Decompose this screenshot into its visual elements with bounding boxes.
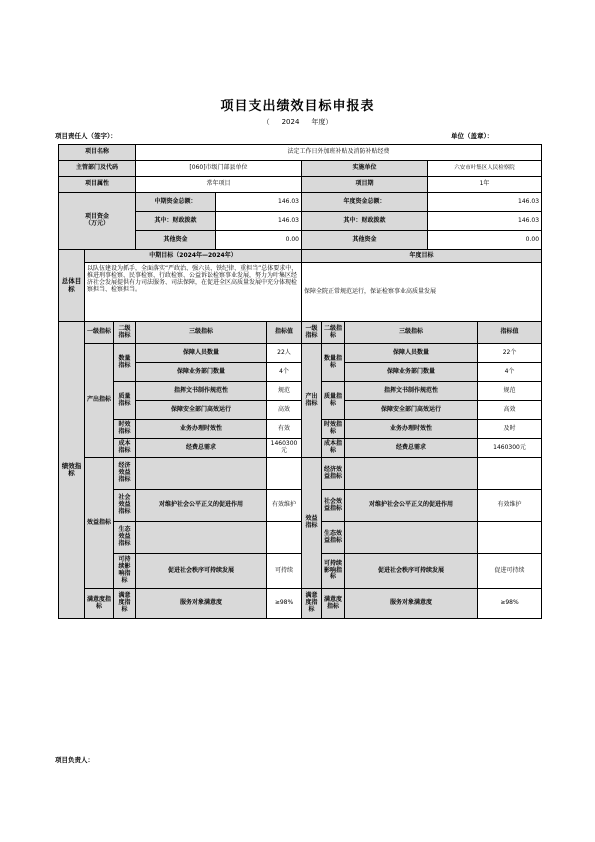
unit-label: 单位（盖章）：: [451, 132, 494, 140]
l3-left: 保障人员数量: [136, 344, 267, 363]
dept-value: [060]市级门部县单位: [136, 161, 302, 177]
l3-right: 促进社会秩序可持续发展: [345, 554, 478, 589]
value-right: [478, 522, 542, 554]
impl-label: 实施单位: [302, 161, 428, 177]
l2-eco-left: 生态效益指标: [114, 522, 136, 554]
l3-right: 服务对象满意度: [345, 589, 478, 619]
value-left: 22人: [267, 344, 302, 363]
value-right: ≥98%: [478, 589, 542, 619]
value-left: 4个: [267, 363, 302, 382]
mid-other-label: 其他资金: [136, 231, 216, 250]
value-right: [478, 458, 542, 490]
responsible-label: 项目责任人（签字）：: [55, 132, 117, 140]
value-left: 有效: [267, 420, 302, 439]
l2-quality-left: 质量指标: [114, 382, 136, 420]
perf-label-text: 绩效指标: [61, 461, 82, 477]
l2-sustain-right: 可持续影响指标: [322, 554, 345, 589]
l3-left: 经费总需求: [136, 439, 267, 458]
l2-social-left: 社会效益指标: [114, 490, 136, 522]
l2-satisfaction-left: 满意度指标: [114, 589, 136, 619]
value-left: [267, 522, 302, 554]
hv-left: 指标值: [267, 322, 302, 344]
value-right: 高效: [478, 401, 542, 420]
l2-cost-right: 成本指标: [322, 439, 345, 458]
yr-other-value: 0.00: [428, 231, 542, 250]
satisfaction-label-left: 满意度指标: [85, 589, 114, 619]
year-label: 年度）: [311, 118, 333, 126]
l3-right: [345, 522, 478, 554]
l2-economic-left: 经济效益指标: [114, 458, 136, 490]
goal-label-text: 总体目标: [61, 277, 82, 293]
l3-right: 指挥文书制作规范性: [345, 382, 478, 401]
l3-right: 业务办理时效性: [345, 420, 478, 439]
yr-total-value: 146.03: [428, 193, 542, 212]
l3-left: 保障业务部门数量: [136, 363, 267, 382]
mid-other-value: 0.00: [216, 231, 302, 250]
yr-goal-header: 年度目标: [302, 250, 542, 263]
satisfaction-label-right: 满意度指标: [302, 589, 322, 619]
attr-value: 常年项目: [136, 177, 302, 193]
l3-left: 服务对象满意度: [136, 589, 267, 619]
value-left: [267, 458, 302, 490]
h2-left: 二级指标: [114, 322, 136, 344]
value-right: 规范: [478, 382, 542, 401]
l2-time-left: 时效指标: [114, 420, 136, 439]
l2-quality-right: 质量指标: [322, 382, 345, 420]
l2-eco-right: 生态效益指标: [322, 522, 345, 554]
value-right: 22个: [478, 344, 542, 363]
year-line: [0, 117, 595, 127]
value-left: ≥98%: [267, 589, 302, 619]
value-left: 有效维护: [267, 490, 302, 522]
l3-left: 业务办理时效性: [136, 420, 267, 439]
h3-right: 三级指标: [345, 322, 478, 344]
mid-total-value: 146.03: [216, 193, 302, 212]
l2-satisfaction-right: 满意度指标: [322, 589, 345, 619]
l3-right: [345, 458, 478, 490]
yr-fiscal-value: 146.03: [428, 212, 542, 231]
value-left: 可持续: [267, 554, 302, 589]
yr-goal-text: 保障全院正常规范运行，保证检察事业高质量发展: [302, 263, 542, 322]
yr-other-label: 其他资金: [302, 231, 428, 250]
mid-fiscal-label: 其中：财政拨款: [136, 212, 216, 231]
period-label: 项目期: [302, 177, 428, 193]
l2-social-right: 社会效益指标: [322, 490, 345, 522]
mid-goal-header: 中期目标（2024年—2024年）: [85, 250, 302, 263]
attr-label: 项目属性: [59, 177, 136, 193]
output-label-right: 产出指标: [302, 344, 322, 458]
l3-left: 保障安全部门高效运行: [136, 401, 267, 420]
yr-total-label: 年度资金总额：: [302, 193, 428, 212]
l3-left: [136, 458, 267, 490]
goal-table: [58, 144, 542, 619]
value-left: 规范: [267, 382, 302, 401]
h2-right: 二级指标: [322, 322, 345, 344]
l3-left: [136, 522, 267, 554]
l2-time-right: 时效指标: [322, 420, 345, 439]
l2-qty-right: 数量指标: [322, 344, 345, 382]
l2-sustain-left: 可持续影响指标: [114, 554, 136, 589]
hv-right: 指标值: [478, 322, 542, 344]
yr-fiscal-label: 其中：财政拨款: [302, 212, 428, 231]
period-value: 1年: [428, 177, 542, 193]
mid-total-label: 中期资金总额：: [136, 193, 216, 212]
value-right: 1460300元: [478, 439, 542, 458]
l3-right: 保障人员数量: [345, 344, 478, 363]
l3-right: 经费总需求: [345, 439, 478, 458]
l2-cost-left: 成本指标: [114, 439, 136, 458]
l2-economic-right: 经济效益指标: [322, 458, 345, 490]
l3-right: 保障安全部门高效运行: [345, 401, 478, 420]
year-open: （: [262, 118, 270, 126]
l2-qty-left: 数量指标: [114, 344, 136, 382]
dept-label: 主管部门及代码: [59, 161, 136, 177]
year-value: 2024: [281, 118, 300, 126]
benefit-label-right: 效益指标: [302, 458, 322, 589]
h1-right: 一级指标: [302, 322, 322, 344]
impl-value: 六安市叶集区人民检察院: [428, 161, 542, 177]
value-right: 有效维护: [478, 490, 542, 522]
value-right: 4个: [478, 363, 542, 382]
value-right: 促进可持续: [478, 554, 542, 589]
value-left: 高效: [267, 401, 302, 420]
mid-goal-text: 以队伍建设为抓手，全面落实“严政治、强六员、铁纪律、重担当”总体要求中，推进刑事检察、民事检察、行政检察、公益诉讼检察事业发展，努力为叶集区经济社会发展提供有力司法服务、司法保障，在促进全区高质量发展中充分体现检察担当、检察担当。: [85, 263, 302, 322]
goal-label: [59, 250, 85, 322]
perf-label: [59, 322, 85, 619]
name-value: 法定工作日外加班补贴及消防补贴经费: [136, 145, 542, 161]
value-left: 1460300元: [267, 439, 302, 458]
benefit-label-left: 效益指标: [85, 458, 114, 589]
fund-label: 项目资金 （万元）: [59, 193, 136, 250]
name-label: 项目名称: [59, 145, 136, 161]
l3-left: 促进社会秩序可持续发展: [136, 554, 267, 589]
page-title: 项目支出绩效目标申报表: [220, 99, 375, 114]
l3-left: 指挥文书制作规范性: [136, 382, 267, 401]
l3-right: 保障业务部门数量: [345, 363, 478, 382]
h1-left: 一级指标: [85, 322, 114, 344]
mid-fiscal-value: 146.03: [216, 212, 302, 231]
l3-left: 对维护社会公平正义的促进作用: [136, 490, 267, 522]
output-label-left: 产出指标: [85, 344, 114, 458]
value-right: 及时: [478, 420, 542, 439]
l3-right: 对维护社会公平正义的促进作用: [345, 490, 478, 522]
h3-left: 三级指标: [136, 322, 267, 344]
footer-label: 项目负责人：: [55, 756, 94, 764]
